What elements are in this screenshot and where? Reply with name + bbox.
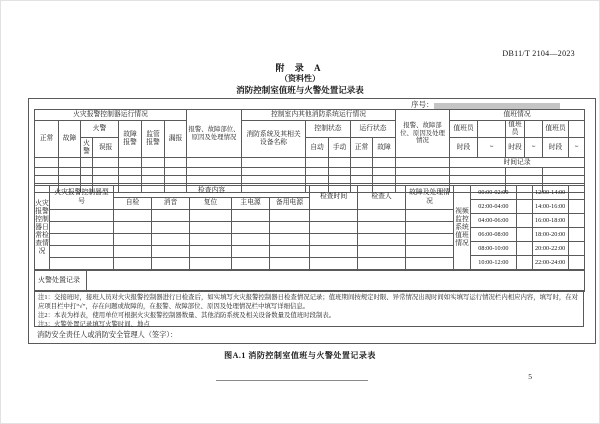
blank-cell: [119, 168, 142, 176]
blank-cell: [142, 158, 165, 168]
duty-person-name-cell: [525, 121, 543, 138]
blank-cell: [242, 168, 306, 176]
blank-cell: [93, 176, 119, 184]
check-content-header: 检查内容: [114, 186, 310, 198]
blank-cell: [310, 222, 358, 234]
blank-cell: [232, 246, 270, 258]
blank-cell: [59, 176, 81, 184]
blank-cell: [270, 222, 310, 234]
slot-time: 02:00-04:00: [471, 200, 516, 214]
slot-entry-cell: [568, 200, 584, 214]
group-control-state: 控制状态: [306, 121, 351, 138]
blank-row: [35, 168, 585, 176]
blank-cell: [119, 176, 142, 184]
blank-cell: [50, 222, 114, 234]
slot-time: 14:00-16:00: [532, 200, 568, 214]
group-other-systems: 控制室内其他消防系统运行情况: [242, 110, 396, 121]
duty-period-tilde: ~: [478, 138, 506, 158]
check-header-row-1: [35, 186, 585, 198]
blank-cell: [373, 168, 396, 176]
blank-cell: [270, 246, 310, 258]
time-record-cell: [543, 168, 585, 176]
slot-entry-cell: [516, 228, 532, 242]
blank-cell: [358, 210, 406, 222]
blank-cell: [142, 176, 165, 184]
controller-operation-table: [34, 109, 585, 193]
blank-cell: [351, 168, 373, 176]
daily-check-side-label: 火灾报警控制器日常检查情况: [35, 186, 50, 271]
blank-cell: [50, 246, 114, 258]
blank-cell: [190, 222, 232, 234]
slot-time: 18:00-20:00: [532, 228, 568, 242]
blank-cell: [114, 210, 152, 222]
slot-entry-cell: [568, 214, 584, 228]
video-monitoring-side-label: 视频监控系统值班情况: [454, 186, 471, 271]
col-missed-report: 漏报: [165, 121, 187, 158]
slot-time: 22:00-24:00: [532, 256, 568, 270]
col-auto: 自动: [306, 138, 329, 158]
note-2: 注2：本表为样表，使用单位可根据火灾报警控制器数量、其他消防系统及相关设备数量及值班时段制表。: [38, 312, 336, 320]
video-duty-slots-cell: [471, 186, 585, 271]
figure-caption: 图A.1 消防控制室值班与火警处置记录表: [224, 351, 376, 360]
blank-cell: [93, 158, 119, 168]
blank-cell: [152, 234, 190, 246]
slot-entry-cell: [568, 242, 584, 256]
slot-time: 10:00-12:00: [471, 256, 516, 270]
blank-cell: [35, 168, 59, 176]
col-run-normal: 正常: [351, 138, 373, 158]
blank-cell: [50, 210, 114, 222]
blank-cell: [310, 210, 358, 222]
col-fault: 故障: [59, 121, 81, 158]
informative-note: （资料性）: [280, 74, 320, 83]
blank-cell: [232, 222, 270, 234]
blank-cell: [190, 234, 232, 246]
blank-cell: [310, 246, 358, 258]
blank-cell: [351, 158, 373, 168]
controller-model-header: 火灾报警控制器型号: [50, 186, 114, 210]
blank-cell: [35, 176, 59, 184]
fire-handling-label: 火警处置记录: [35, 270, 87, 292]
blank-cell: [406, 210, 454, 222]
footer-rule: [216, 380, 368, 381]
blank-cell: [358, 222, 406, 234]
time-record-header: 时间记录: [450, 158, 585, 168]
signature-line: 消防安全责任人或消防安全管理人（签字）：: [37, 331, 178, 339]
blank-cell: [50, 234, 114, 246]
blank-cell: [358, 246, 406, 258]
blank-cell: [165, 176, 187, 184]
slot-time: 04:00-06:00: [471, 214, 516, 228]
col-manual: 手动: [329, 138, 351, 158]
time-record-row: [35, 158, 585, 168]
blank-cell: [165, 158, 187, 168]
video-duty-slots-table: [471, 186, 584, 270]
appendix-heading: 附 录 A: [275, 63, 325, 73]
duty-person-label: 值班员: [543, 121, 569, 138]
blank-cell: [152, 210, 190, 222]
time-record-cell: [450, 176, 506, 184]
col-false-alarm: 误报: [93, 138, 119, 158]
col-normal: 正常: [35, 121, 59, 158]
duty-person-name-cell: [478, 121, 506, 138]
blank-cell: [373, 176, 396, 184]
blank-cell: [270, 210, 310, 222]
blank-cell: [81, 168, 93, 176]
duty-period-label: 时段: [543, 138, 569, 158]
slot-time: 06:00-08:00: [471, 228, 516, 242]
blank-cell: [232, 210, 270, 222]
slot-time: 20:00-22:00: [532, 242, 568, 256]
notes-box: [34, 290, 584, 327]
note-3: 注3：火警处置记录填写火警时间、地点: [38, 321, 150, 329]
blank-cell: [242, 176, 306, 184]
group-controller-status: 火灾报警控制器运行情况: [35, 110, 187, 121]
subheader-row-2: [35, 138, 585, 158]
slot-entry-cell: [516, 200, 532, 214]
group-header-row: [35, 110, 585, 121]
slot-entry-cell: [568, 228, 584, 242]
slot-entry-cell: [516, 186, 532, 200]
check-item-selftest: 自检: [114, 198, 152, 210]
check-item-main-power: 主电源: [232, 198, 270, 210]
blank-cell: [329, 168, 351, 176]
blank-cell: [114, 246, 152, 258]
col-fault-alarm: 故障报警: [119, 121, 142, 158]
alarm-detail-header: 报警、故障部位、原因及处理情况: [187, 110, 242, 158]
group-duty-status: 值班情况: [450, 110, 585, 121]
blank-cell: [232, 234, 270, 246]
subheader-row-1: [35, 121, 585, 138]
blank-cell: [396, 168, 450, 176]
check-item-mute: 消音: [152, 198, 190, 210]
blank-cell: [396, 158, 450, 168]
duty-period-label: 时段: [506, 138, 525, 158]
check-item-reset: 复位: [190, 198, 232, 210]
blank-cell: [93, 168, 119, 176]
alarm-detail-header-2: 报警、故障部位、原因及处理情况: [396, 110, 450, 158]
blank-cell: [187, 176, 242, 184]
standard-code: DB11/T 2104—2023: [502, 49, 575, 58]
slot-time: 16:00-18:00: [532, 214, 568, 228]
check-time-header: 检查时间: [310, 186, 358, 210]
blank-cell: [59, 158, 81, 168]
blank-cell: [306, 168, 329, 176]
duty-person-label: 值班员: [450, 121, 478, 138]
blank-cell: [190, 210, 232, 222]
fire-handling-table: [34, 269, 585, 292]
group-run-state: 运行状态: [351, 121, 396, 138]
blank-cell: [406, 246, 454, 258]
blank-cell: [306, 176, 329, 184]
daily-check-table: [34, 185, 585, 271]
slot-time: 00:00-02:00: [471, 186, 516, 200]
blank-cell: [190, 246, 232, 258]
blank-cell: [114, 222, 152, 234]
time-record-cell: [506, 176, 543, 184]
slot-entry-cell: [516, 256, 532, 270]
blank-cell: [81, 158, 93, 168]
fire-handling-entry-cell: [87, 270, 585, 292]
blank-cell: [373, 158, 396, 168]
form-title: 消防控制室值班与火警处置记录表: [236, 85, 364, 95]
slot-time: 12:00-14:00: [532, 186, 568, 200]
duty-person-name-cell: [569, 121, 585, 138]
duty-period-label: 时段: [450, 138, 478, 158]
blank-cell: [242, 158, 306, 168]
blank-cell: [406, 234, 454, 246]
blank-cell: [35, 158, 59, 168]
blank-cell: [152, 222, 190, 234]
col-fire: 火警: [81, 138, 93, 158]
blank-cell: [142, 168, 165, 176]
note-1: 注1：交接班时，接班人员对火灾报警控制器进行日检查后，如实填写火灾报警控制器日检查情况记录；值班期间按规定时限、异常情况出现时间如实填写运行情况栏内相应内容，填写时，在对应项目栏中打“√”，存在问题或故障的，在报警、故障部位、原因及处理情况栏中填写详细信息。: [38, 294, 579, 311]
slot-entry-cell: [516, 242, 532, 256]
col-supervisory-alarm: 监管报警: [142, 121, 165, 158]
fault-handling-header: 故障及处理情况: [406, 186, 454, 210]
slot-entry-cell: [516, 214, 532, 228]
blank-cell: [329, 158, 351, 168]
blank-cell: [114, 234, 152, 246]
check-item-backup-power: 备用电源: [270, 198, 310, 210]
slot-entry-cell: [568, 186, 584, 200]
duty-period-tilde: ~: [525, 138, 543, 158]
blank-cell: [187, 168, 242, 176]
blank-row: [35, 176, 585, 184]
blank-cell: [187, 158, 242, 168]
page-number: 5: [528, 372, 532, 381]
slot-entry-cell: [568, 256, 584, 270]
col-run-fault: 故障: [373, 138, 396, 158]
blank-cell: [81, 176, 93, 184]
blank-cell: [351, 176, 373, 184]
blank-cell: [270, 234, 310, 246]
blank-cell: [310, 234, 358, 246]
time-record-cell: [506, 168, 543, 176]
slot-time: 08:00-10:00: [471, 242, 516, 256]
blank-cell: [396, 176, 450, 184]
time-record-cell: [543, 176, 585, 184]
blank-cell: [329, 176, 351, 184]
serial-label: 序号：: [411, 100, 434, 109]
blank-cell: [152, 246, 190, 258]
group-fire-alarm: 火警: [81, 121, 119, 138]
blank-cell: [406, 222, 454, 234]
blank-cell: [165, 168, 187, 176]
blank-cell: [59, 168, 81, 176]
blank-cell: [358, 234, 406, 246]
duty-period-tilde: ~: [569, 138, 585, 158]
duty-person-label: 值班员: [506, 121, 525, 138]
time-record-cell: [450, 168, 506, 176]
form-outer-box: [28, 98, 596, 344]
checker-header: 检查人: [358, 186, 406, 210]
blank-cell: [306, 158, 329, 168]
col-system-name: 消防系统及其相关设备名称: [242, 121, 306, 158]
blank-cell: [119, 158, 142, 168]
